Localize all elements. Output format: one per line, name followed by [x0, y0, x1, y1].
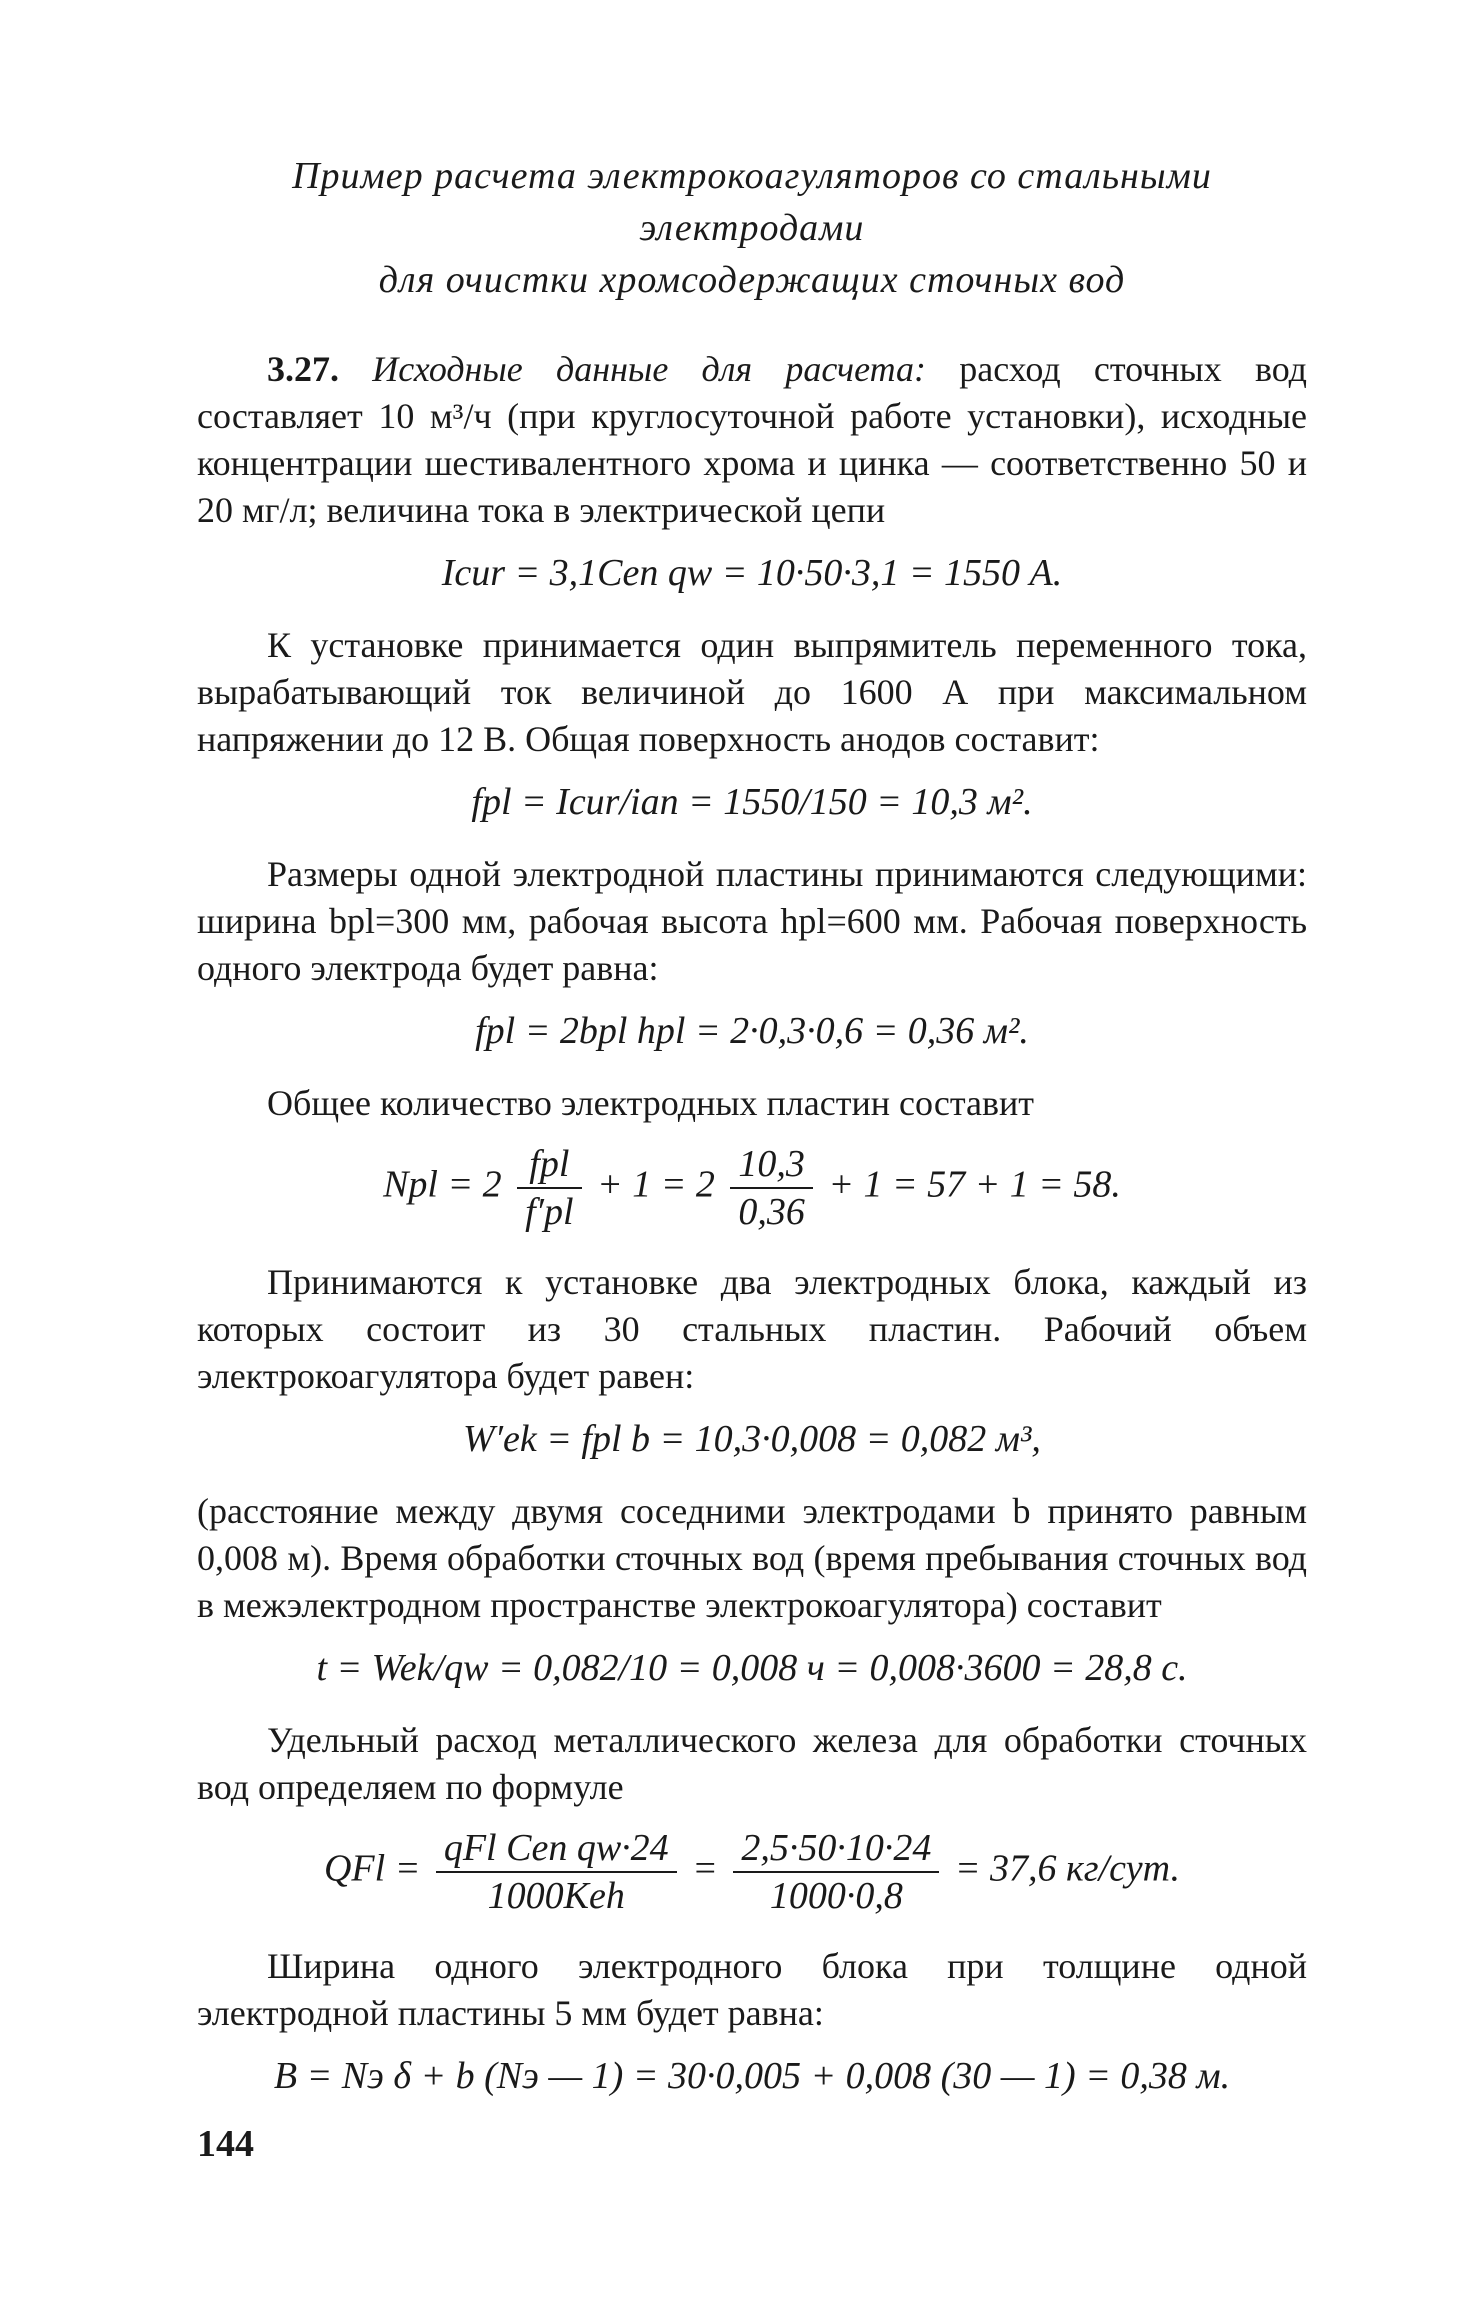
paragraph-input-data	[197, 346, 1307, 534]
fraction-1-numerator: fpl	[517, 1141, 581, 1189]
heading-line-1: Пример расчета электрокоагуляторов со стальными электродами	[292, 155, 1212, 249]
formula-plate-area: fpl = 2bpl hpl = 2·0,3·0,6 = 0,36 м².	[475, 1010, 1029, 1052]
formula-anode-area: fpl = Icur/ian = 1550/150 = 10,3 м².	[471, 781, 1033, 823]
page-number: 144	[197, 2123, 254, 2165]
fraction-2	[730, 1141, 813, 1235]
paragraph-blocks: Принимаются к установке два электродных блока, каждый из которых состоит из 30 стальных пластин. Рабочий объем электрокоагулятора будет равен:	[197, 1262, 1307, 1396]
formula-middle: + 1 = 2	[597, 1163, 715, 1206]
paragraph-treatment-time: (расстояние между двумя соседними электродами b принято равным 0,008 м). Время обработки сточных вод (время пребывания сточных вод в межэлектродном пространстве электрокоагулятора) составит	[197, 1491, 1307, 1625]
fraction-2	[733, 1825, 939, 1919]
paragraph-block-width: Ширина одного электродного блока при толщине одной электродной пластины 5 мм будет равна:	[197, 1946, 1307, 2033]
formula-right: = 37,6 кг/сут.	[954, 1847, 1181, 1890]
formula-current: Icur = 3,1Cen qw = 10·50·3,1 = 1550 А.	[441, 552, 1063, 594]
formula-time: t = Wek/qw = 0,082/10 = 0,008 ч = 0,008·3600 = 28,8 с.	[316, 1647, 1188, 1689]
fraction-2-numerator: 10,3	[730, 1141, 813, 1189]
section-heading	[197, 150, 1307, 306]
paragraph-plate-size: Размеры одной электродной пластины принимаются следующими: ширина bpl=300 мм, рабочая высота hpl=600 мм. Рабочая поверхность одного электрода будет равна:	[197, 854, 1307, 988]
formula-iron	[197, 1825, 1307, 1919]
page-body	[197, 150, 1307, 2125]
heading-line-2: для очистки хромсодержащих сточных вод	[378, 259, 1126, 301]
fraction-2-denominator: 1000·0,8	[769, 1875, 903, 1917]
formula-volume: W′ek = fpl b = 10,3·0,008 = 0,082 м³,	[463, 1418, 1041, 1460]
fraction-1	[517, 1141, 581, 1235]
fraction-1-numerator: qFl Cen qw·24	[436, 1825, 677, 1873]
paragraph-plate-count-intro: Общее количество электродных пластин составит	[267, 1083, 1034, 1123]
formula-left: QFl =	[323, 1847, 421, 1890]
fraction-1-denominator: 1000Keh	[487, 1875, 625, 1917]
item-number: 3.27.	[267, 349, 339, 389]
paragraph-text: расход сточных вод составляет 10 м³/ч (при круглосуточной работе установки), исходные концентрации шестивалентного хрома и цинка — соответственно 50 и 20 мг/л; величина тока в электрической цепи	[197, 349, 1307, 530]
fraction-2-denominator: 0,36	[738, 1191, 805, 1233]
paragraph-rectifier: К установке принимается один выпрямитель переменного тока, вырабатывающий ток величиной до 1600 А при максимальном напряжении до 12 В. Общая поверхность анодов составит:	[197, 625, 1307, 759]
fraction-2-numerator: 2,5·50·10·24	[733, 1825, 939, 1873]
formula-plate-count	[197, 1141, 1307, 1235]
formula-right: + 1 = 57 + 1 = 58.	[828, 1163, 1121, 1206]
paragraph-lead: Исходные данные для расчета:	[372, 349, 927, 389]
formula-left: Npl = 2	[383, 1163, 502, 1206]
formula-middle: =	[692, 1847, 718, 1890]
paragraph-iron-consumption: Удельный расход металлического железа для обработки сточных вод определяем по формуле	[197, 1720, 1307, 1807]
fraction-1	[436, 1825, 677, 1919]
fraction-1-denominator: f′pl	[525, 1191, 574, 1233]
formula-block-width: B = Nэ δ + b (Nэ — 1) = 30·0,005 + 0,008 (30 — 1) = 0,38 м.	[273, 2055, 1231, 2097]
